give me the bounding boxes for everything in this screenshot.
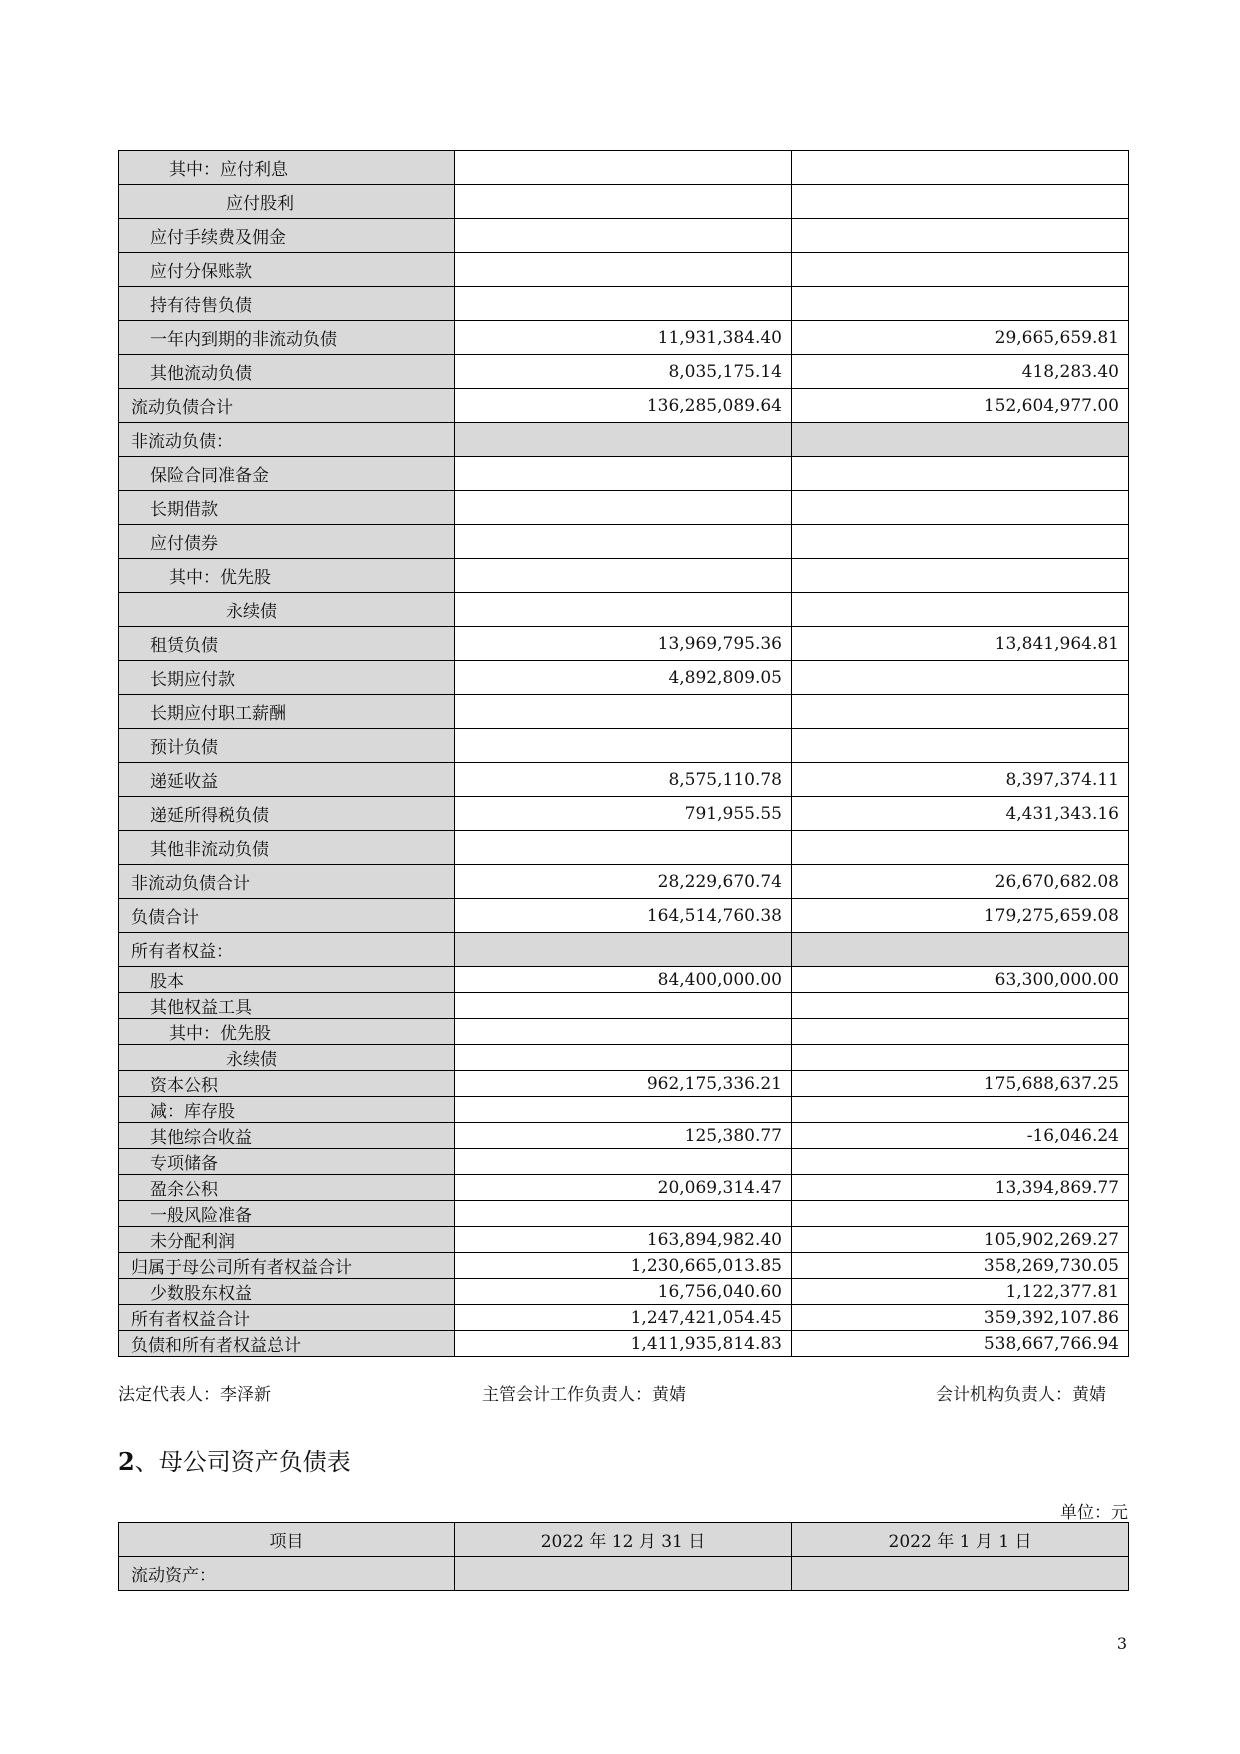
row-label: 流动负债合计 xyxy=(119,389,455,423)
table-row xyxy=(119,899,1129,933)
row-label: 应付手续费及佣金 xyxy=(119,219,455,253)
legal-representative: 法定代表人：李泽新 xyxy=(118,1385,271,1405)
row-current-value xyxy=(455,185,792,219)
row-label: 其他非流动负债 xyxy=(119,831,455,865)
table-row xyxy=(119,1097,1129,1123)
row-current-value: 84,400,000.00 xyxy=(455,967,792,993)
row-label: 递延收益 xyxy=(119,763,455,797)
row-prior-value: 359,392,107.86 xyxy=(792,1305,1129,1331)
table-row xyxy=(119,185,1129,219)
table-row xyxy=(119,491,1129,525)
row-label: 专项储备 xyxy=(119,1149,455,1175)
table-row xyxy=(119,1227,1129,1253)
table-row xyxy=(119,321,1129,355)
row-prior-value: 152,604,977.00 xyxy=(792,389,1129,423)
table-row xyxy=(119,287,1129,321)
row-prior-value xyxy=(792,1201,1129,1227)
row-label: 非流动负债合计 xyxy=(119,865,455,899)
table-row xyxy=(119,525,1129,559)
column-header-prior: 2022 年 1 月 1 日 xyxy=(792,1523,1129,1557)
page-number: 3 xyxy=(1116,1634,1127,1653)
unit-label: 单位：元 xyxy=(1060,1503,1128,1523)
row-current-value xyxy=(455,831,792,865)
row-current-value: 136,285,089.64 xyxy=(455,389,792,423)
parent-balance-sheet-table xyxy=(118,1522,1129,1591)
table-row xyxy=(119,1253,1129,1279)
row-label: 租赁负债 xyxy=(119,627,455,661)
row-label: 永续债 xyxy=(119,593,455,627)
row-prior-value: 175,688,637.25 xyxy=(792,1071,1129,1097)
row-prior-value xyxy=(792,423,1129,457)
section-number: 2 xyxy=(118,1447,135,1476)
row-prior-value xyxy=(792,593,1129,627)
row-label: 应付股利 xyxy=(119,185,455,219)
table-row xyxy=(119,797,1129,831)
row-label: 归属于母公司所有者权益合计 xyxy=(119,1253,455,1279)
row-label: 少数股东权益 xyxy=(119,1279,455,1305)
row-prior-value: 13,394,869.77 xyxy=(792,1175,1129,1201)
row-prior-value xyxy=(792,253,1129,287)
table-row xyxy=(119,1279,1129,1305)
row-current-value: 11,931,384.40 xyxy=(455,321,792,355)
row-prior-value xyxy=(792,491,1129,525)
table-row xyxy=(119,695,1129,729)
table-row xyxy=(119,661,1129,695)
row-prior-value xyxy=(792,1149,1129,1175)
row-prior-value xyxy=(792,661,1129,695)
section-title xyxy=(118,1442,351,1477)
row-current-value xyxy=(455,491,792,525)
row-prior-value: -16,046.24 xyxy=(792,1123,1129,1149)
row-prior-value: 105,902,269.27 xyxy=(792,1227,1129,1253)
row-prior-value: 538,667,766.94 xyxy=(792,1331,1129,1357)
row-label: 应付分保账款 xyxy=(119,253,455,287)
row-prior-value xyxy=(792,219,1129,253)
table-row xyxy=(119,593,1129,627)
row-prior-value: 1,122,377.81 xyxy=(792,1279,1129,1305)
table-row xyxy=(119,219,1129,253)
column-header-current: 2022 年 12 月 31 日 xyxy=(455,1523,792,1557)
row-label: 负债合计 xyxy=(119,899,455,933)
row-current-value: 20,069,314.47 xyxy=(455,1175,792,1201)
row-current-value: 8,575,110.78 xyxy=(455,763,792,797)
row-current-value xyxy=(455,1045,792,1071)
row-current-value: 962,175,336.21 xyxy=(455,1071,792,1097)
row-label: 其中：优先股 xyxy=(119,1019,455,1045)
row-prior-value xyxy=(792,695,1129,729)
row-prior-value: 29,665,659.81 xyxy=(792,321,1129,355)
row-label: 递延所得税负债 xyxy=(119,797,455,831)
row-prior-value xyxy=(792,1097,1129,1123)
row-current-value xyxy=(455,559,792,593)
row-label: 未分配利润 xyxy=(119,1227,455,1253)
table-row xyxy=(119,933,1129,967)
row-prior-value: 4,431,343.16 xyxy=(792,797,1129,831)
row-current-value xyxy=(455,287,792,321)
row-prior-value: 13,841,964.81 xyxy=(792,627,1129,661)
table-row xyxy=(119,559,1129,593)
row-prior-value xyxy=(792,525,1129,559)
row-label: 预计负债 xyxy=(119,729,455,763)
row-label: 保险合同准备金 xyxy=(119,457,455,491)
row-label: 其中：应付利息 xyxy=(119,151,455,185)
balance-sheet-body xyxy=(119,151,1129,1357)
table-row xyxy=(119,253,1129,287)
row-prior-value xyxy=(792,287,1129,321)
table-row xyxy=(119,967,1129,993)
row-label: 所有者权益： xyxy=(119,933,455,967)
row-current-value xyxy=(455,457,792,491)
row-label: 应付债券 xyxy=(119,525,455,559)
row-prior-value xyxy=(792,1019,1129,1045)
row-current-value xyxy=(455,253,792,287)
accounting-org-head: 会计机构负责人：黄婧 xyxy=(936,1385,1106,1405)
table-row xyxy=(119,389,1129,423)
row-label: 长期借款 xyxy=(119,491,455,525)
table-row xyxy=(119,151,1129,185)
row-prior-value: 358,269,730.05 xyxy=(792,1253,1129,1279)
table-row xyxy=(119,1175,1129,1201)
row-prior-value xyxy=(792,831,1129,865)
table-row xyxy=(119,457,1129,491)
row-prior-value: 63,300,000.00 xyxy=(792,967,1129,993)
table-row xyxy=(119,1019,1129,1045)
table-row xyxy=(119,1201,1129,1227)
row-current-value: 13,969,795.36 xyxy=(455,627,792,661)
row-current-value: 125,380.77 xyxy=(455,1123,792,1149)
row-label: 所有者权益合计 xyxy=(119,1305,455,1331)
row-prior-value: 179,275,659.08 xyxy=(792,899,1129,933)
row-prior-value xyxy=(792,933,1129,967)
row-label: 永续债 xyxy=(119,1045,455,1071)
row-prior-value xyxy=(792,457,1129,491)
table-row xyxy=(119,1149,1129,1175)
row-label: 一年内到期的非流动负债 xyxy=(119,321,455,355)
table-row xyxy=(119,831,1129,865)
row-current-value: 16,756,040.60 xyxy=(455,1279,792,1305)
row-current-value xyxy=(455,933,792,967)
row-label: 其中：优先股 xyxy=(119,559,455,593)
row-current-value: 8,035,175.14 xyxy=(455,355,792,389)
row-current-value: 791,955.55 xyxy=(455,797,792,831)
row-current-value: 4,892,809.05 xyxy=(455,661,792,695)
row-label: 长期应付职工薪酬 xyxy=(119,695,455,729)
row-current-value: 1,411,935,814.83 xyxy=(455,1331,792,1357)
balance-sheet-table xyxy=(118,150,1129,1357)
row-current-value xyxy=(455,1557,792,1591)
table-row xyxy=(119,1331,1129,1357)
table-row xyxy=(119,1557,1129,1591)
row-prior-value xyxy=(792,1045,1129,1071)
row-prior-value: 418,283.40 xyxy=(792,355,1129,389)
table-row xyxy=(119,763,1129,797)
row-label: 其他流动负债 xyxy=(119,355,455,389)
row-prior-value: 26,670,682.08 xyxy=(792,865,1129,899)
row-current-value: 164,514,760.38 xyxy=(455,899,792,933)
row-current-value xyxy=(455,695,792,729)
table-row xyxy=(119,355,1129,389)
table-row xyxy=(119,423,1129,457)
column-header-item: 项目 xyxy=(119,1523,455,1557)
row-prior-value xyxy=(792,151,1129,185)
row-current-value xyxy=(455,1019,792,1045)
row-label: 其他综合收益 xyxy=(119,1123,455,1149)
row-current-value xyxy=(455,423,792,457)
row-current-value xyxy=(455,151,792,185)
row-current-value xyxy=(455,1149,792,1175)
row-current-value: 1,247,421,054.45 xyxy=(455,1305,792,1331)
row-label: 其他权益工具 xyxy=(119,993,455,1019)
row-label: 股本 xyxy=(119,967,455,993)
table-row xyxy=(119,993,1129,1019)
row-current-value: 28,229,670.74 xyxy=(455,865,792,899)
row-label: 非流动负债： xyxy=(119,423,455,457)
table-row xyxy=(119,1045,1129,1071)
row-current-value xyxy=(455,593,792,627)
table-row xyxy=(119,865,1129,899)
table-row xyxy=(119,1071,1129,1097)
table-row xyxy=(119,627,1129,661)
table-row xyxy=(119,1123,1129,1149)
row-prior-value xyxy=(792,559,1129,593)
table-row xyxy=(119,1305,1129,1331)
row-current-value: 1,230,665,013.85 xyxy=(455,1253,792,1279)
row-prior-value xyxy=(792,1557,1129,1591)
row-label: 资本公积 xyxy=(119,1071,455,1097)
table-row xyxy=(119,729,1129,763)
row-prior-value xyxy=(792,993,1129,1019)
row-prior-value xyxy=(792,185,1129,219)
row-label: 一般风险准备 xyxy=(119,1201,455,1227)
row-label: 盈余公积 xyxy=(119,1175,455,1201)
row-label: 负债和所有者权益总计 xyxy=(119,1331,455,1357)
row-prior-value xyxy=(792,729,1129,763)
section-title-text: 、母公司资产负债表 xyxy=(134,1448,351,1476)
row-current-value xyxy=(455,993,792,1019)
row-current-value xyxy=(455,1201,792,1227)
row-current-value xyxy=(455,525,792,559)
row-current-value xyxy=(455,1097,792,1123)
row-current-value xyxy=(455,219,792,253)
row-label: 流动资产： xyxy=(119,1557,455,1591)
row-label: 长期应付款 xyxy=(119,661,455,695)
row-label: 减：库存股 xyxy=(119,1097,455,1123)
signature-line xyxy=(118,1380,1128,1406)
row-current-value xyxy=(455,729,792,763)
row-prior-value: 8,397,374.11 xyxy=(792,763,1129,797)
row-current-value: 163,894,982.40 xyxy=(455,1227,792,1253)
accounting-work-head: 主管会计工作负责人：黄婧 xyxy=(482,1385,686,1405)
row-label: 持有待售负债 xyxy=(119,287,455,321)
